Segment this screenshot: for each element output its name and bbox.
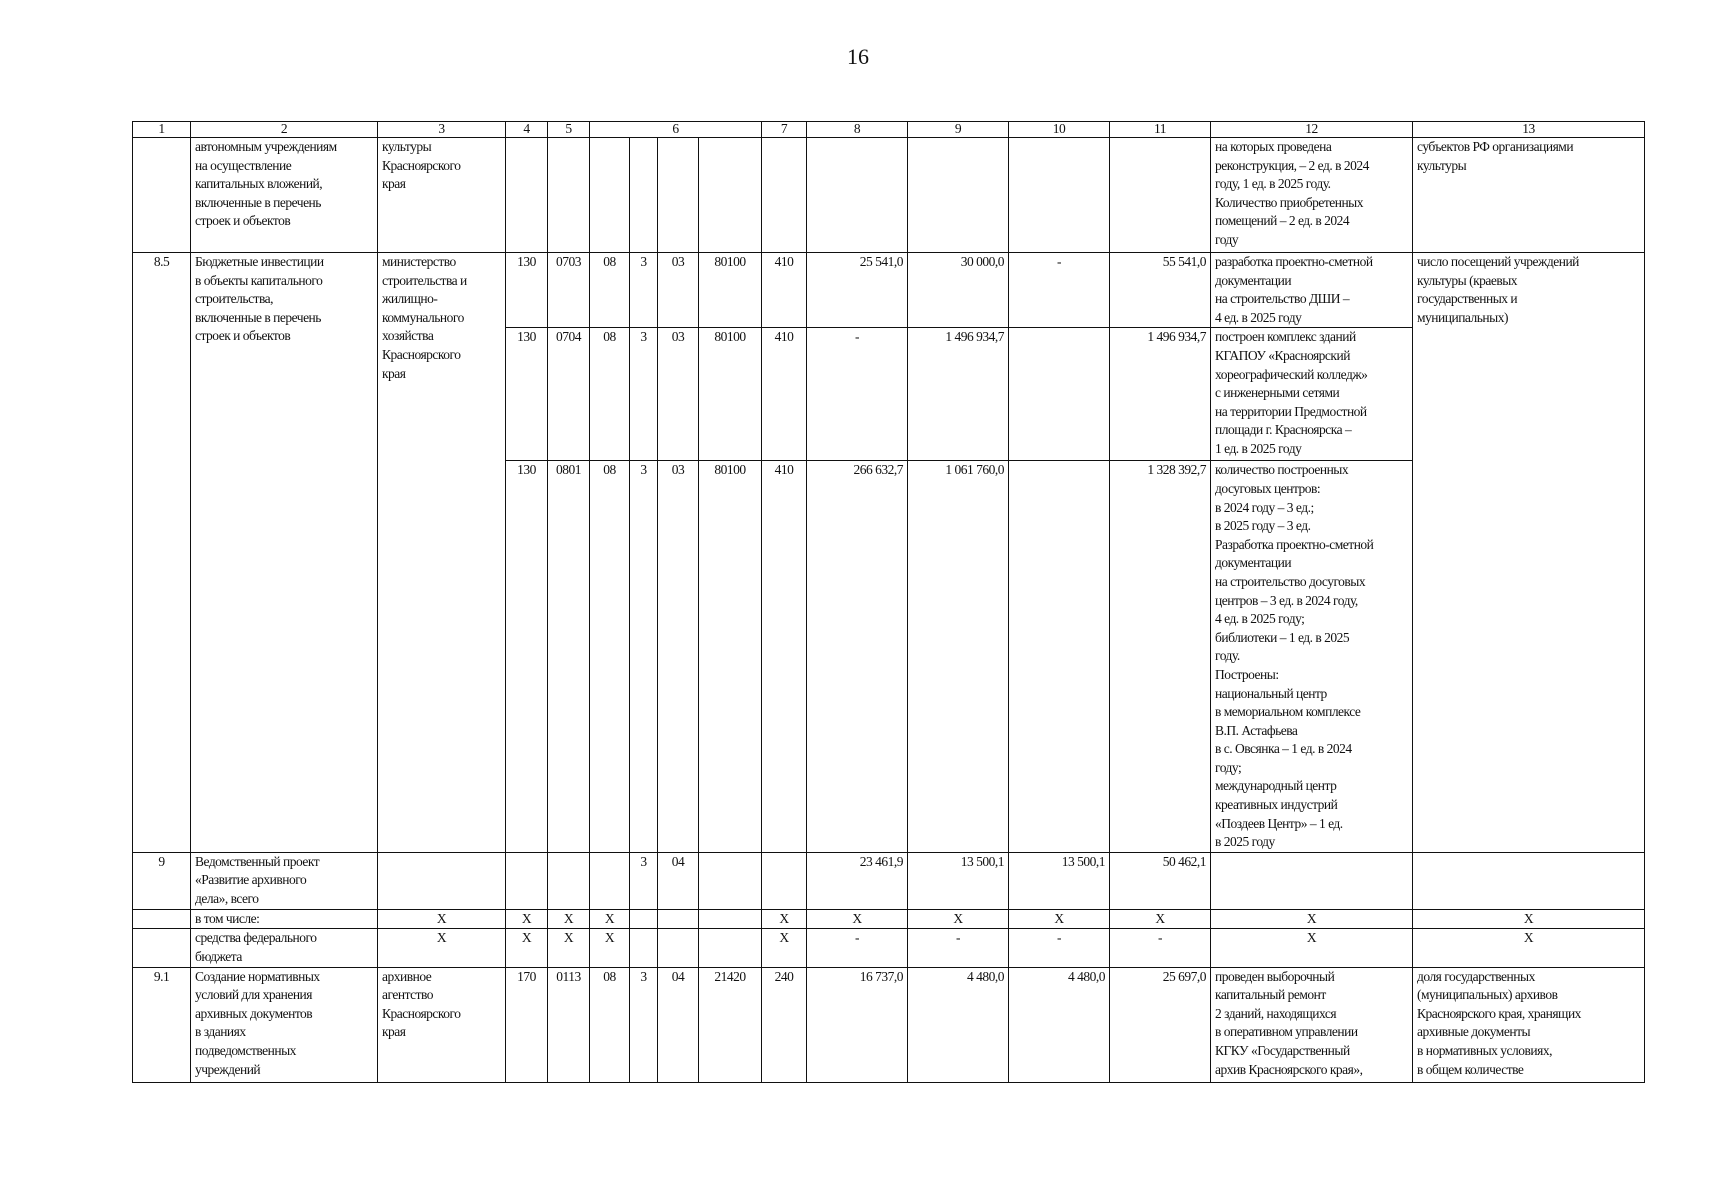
- x-mark: Х: [807, 909, 908, 929]
- row-name: Бюджетные инвестиции в объекты капитального строительства, включенные в перечень строек и объектов: [191, 253, 378, 853]
- amount-2024: 23 461,9: [807, 852, 908, 909]
- csr-program: 08: [590, 328, 630, 461]
- vr-code: 410: [762, 328, 807, 461]
- amount-2026: 13 500,1: [1009, 852, 1110, 909]
- amount-2026: -: [1009, 929, 1110, 967]
- col-header-12: 12: [1211, 122, 1413, 138]
- row-executor: культуры Красноярского края: [378, 138, 506, 253]
- table-row: [133, 138, 1645, 253]
- csr-program: 08: [590, 253, 630, 328]
- grbs-code: 170: [506, 967, 548, 1082]
- table-row: [133, 253, 1645, 328]
- csr-direction: 80100: [699, 461, 762, 852]
- col-header-8: 8: [807, 122, 908, 138]
- vr-code: 410: [762, 461, 807, 852]
- amount-2024: 266 632,7: [807, 461, 908, 852]
- row-name: Создание нормативных условий для хранения архивных документов в зданиях подведомственных учреждений: [191, 967, 378, 1082]
- csr-direction: 80100: [699, 253, 762, 328]
- amount-2024: 16 737,0: [807, 967, 908, 1082]
- col-header-6: 6: [590, 122, 762, 138]
- amount-2024: -: [807, 328, 908, 461]
- amount-2024: 25 541,0: [807, 253, 908, 328]
- row-indicator: доля государственных (муниципальных) архивов Красноярского края, хранящих архивные документы в нормативных условиях, в общем количестве: [1413, 967, 1645, 1082]
- col-header-2: 2: [191, 122, 378, 138]
- vr-code: 240: [762, 967, 807, 1082]
- amount-2026: [1009, 461, 1110, 852]
- csr-type: 3: [630, 967, 658, 1082]
- grbs-code: 130: [506, 253, 548, 328]
- x-mark: Х: [908, 909, 1009, 929]
- x-mark: Х: [548, 929, 590, 967]
- amount-2025: 13 500,1: [908, 852, 1009, 909]
- x-mark: Х: [1211, 909, 1413, 929]
- vr-code: 410: [762, 253, 807, 328]
- csr-type: 3: [630, 852, 658, 909]
- col-header-7: 7: [762, 122, 807, 138]
- csr-type: 3: [630, 461, 658, 852]
- x-mark: Х: [1211, 929, 1413, 967]
- budget-table: [132, 121, 1645, 1083]
- row-number: 8.5: [133, 253, 191, 853]
- grbs-code: 130: [506, 461, 548, 852]
- x-mark: Х: [378, 929, 506, 967]
- amount-2025: -: [908, 929, 1009, 967]
- x-mark: Х: [1110, 909, 1211, 929]
- row-result: на которых проведена реконструкция, – 2 ед. в 2024 году, 1 ед. в 2025 году. Количество приобретенных помещений – 2 ед. в 2024 году: [1211, 138, 1413, 253]
- row-number: 9.1: [133, 967, 191, 1082]
- row-name: в том числе:: [191, 909, 378, 929]
- row-result: количество построенных досуговых центров: в 2024 году – 3 ед.; в 2025 году – 3 ед. Разработка проектно-сметной документации на строительство досуговых центров – 3 ед. в 2024 году, 4 ед. в 2025 году; библиотеки – 1 ед. в 2025 году. Построены: национальный центр в мемориальном комплексе В.П. Астафьева в с. Овсянка – 1 ед. в 2024 году; международный центр креативных индустрий «Поздеев Центр» – 1 ед. в 2025 году: [1211, 461, 1413, 852]
- section-code: 0704: [548, 328, 590, 461]
- csr-subprogram: 03: [658, 328, 699, 461]
- col-header-5: 5: [548, 122, 590, 138]
- table-row: [133, 929, 1645, 967]
- header-row: [133, 122, 1645, 138]
- csr-direction: 80100: [699, 328, 762, 461]
- table-row: [133, 909, 1645, 929]
- amount-total: -: [1110, 929, 1211, 967]
- section-code: 0703: [548, 253, 590, 328]
- row-name: Ведомственный проект «Развитие архивного дела», всего: [191, 852, 378, 909]
- amount-2025: 1 496 934,7: [908, 328, 1009, 461]
- x-mark: Х: [762, 929, 807, 967]
- row-executor: министерство строительства и жилищно- коммунального хозяйства Красноярского края: [378, 253, 506, 853]
- amount-2026: 4 480,0: [1009, 967, 1110, 1082]
- x-mark: Х: [506, 909, 548, 929]
- csr-type: 3: [630, 328, 658, 461]
- csr-program: 08: [590, 967, 630, 1082]
- col-header-1: 1: [133, 122, 191, 138]
- csr-program: 08: [590, 461, 630, 852]
- csr-subprogram: 03: [658, 253, 699, 328]
- x-mark: Х: [506, 929, 548, 967]
- amount-2025: 1 061 760,0: [908, 461, 1009, 852]
- x-mark: Х: [762, 909, 807, 929]
- amount-total: 1 496 934,7: [1110, 328, 1211, 461]
- amount-total: 1 328 392,7: [1110, 461, 1211, 852]
- amount-2026: [1009, 328, 1110, 461]
- x-mark: Х: [1413, 929, 1645, 967]
- row-name: автономным учреждениям на осуществление капитальных вложений, включенные в перечень строек и объектов: [191, 138, 378, 253]
- grbs-code: 130: [506, 328, 548, 461]
- col-header-10: 10: [1009, 122, 1110, 138]
- amount-2026: -: [1009, 253, 1110, 328]
- amount-total: 50 462,1: [1110, 852, 1211, 909]
- amount-2025: 4 480,0: [908, 967, 1009, 1082]
- col-header-4: 4: [506, 122, 548, 138]
- page-number: 16: [847, 44, 869, 69]
- x-mark: Х: [590, 909, 630, 929]
- x-mark: Х: [378, 909, 506, 929]
- table-row: [133, 852, 1645, 909]
- amount-total: 55 541,0: [1110, 253, 1211, 328]
- col-header-11: 11: [1110, 122, 1211, 138]
- csr-direction: 21420: [699, 967, 762, 1082]
- section-code: 0113: [548, 967, 590, 1082]
- amount-total: 25 697,0: [1110, 967, 1211, 1082]
- csr-subprogram: 04: [658, 852, 699, 909]
- x-mark: Х: [590, 929, 630, 967]
- csr-subprogram: 03: [658, 461, 699, 852]
- amount-2025: 30 000,0: [908, 253, 1009, 328]
- row-result: проведен выборочный капитальный ремонт 2 зданий, находящихся в оперативном управлении КГКУ «Государственный архив Красноярского края»,: [1211, 967, 1413, 1082]
- row-result: построен комплекс зданий КГАПОУ «Красноярский хореографический колледж» с инженерными сетями на территории Предмостной площади г. Красноярска – 1 ед. в 2025 году: [1211, 328, 1413, 461]
- col-header-9: 9: [908, 122, 1009, 138]
- row-result: разработка проектно-сметной документации на строительство ДШИ – 4 ед. в 2025 году: [1211, 253, 1413, 328]
- row-number: 9: [133, 852, 191, 909]
- row-executor: архивное агентство Красноярского края: [378, 967, 506, 1082]
- x-mark: Х: [1009, 909, 1110, 929]
- table-row: [133, 967, 1645, 1082]
- csr-type: 3: [630, 253, 658, 328]
- csr-subprogram: 04: [658, 967, 699, 1082]
- row-indicator: число посещений учреждений культуры (краевых государственных и муниципальных): [1413, 253, 1645, 853]
- x-mark: Х: [1413, 909, 1645, 929]
- col-header-3: 3: [378, 122, 506, 138]
- section-code: 0801: [548, 461, 590, 852]
- row-indicator: субъектов РФ организациями культуры: [1413, 138, 1645, 253]
- row-name: средства федерального бюджета: [191, 929, 378, 967]
- x-mark: Х: [548, 909, 590, 929]
- col-header-13: 13: [1413, 122, 1645, 138]
- amount-2024: -: [807, 929, 908, 967]
